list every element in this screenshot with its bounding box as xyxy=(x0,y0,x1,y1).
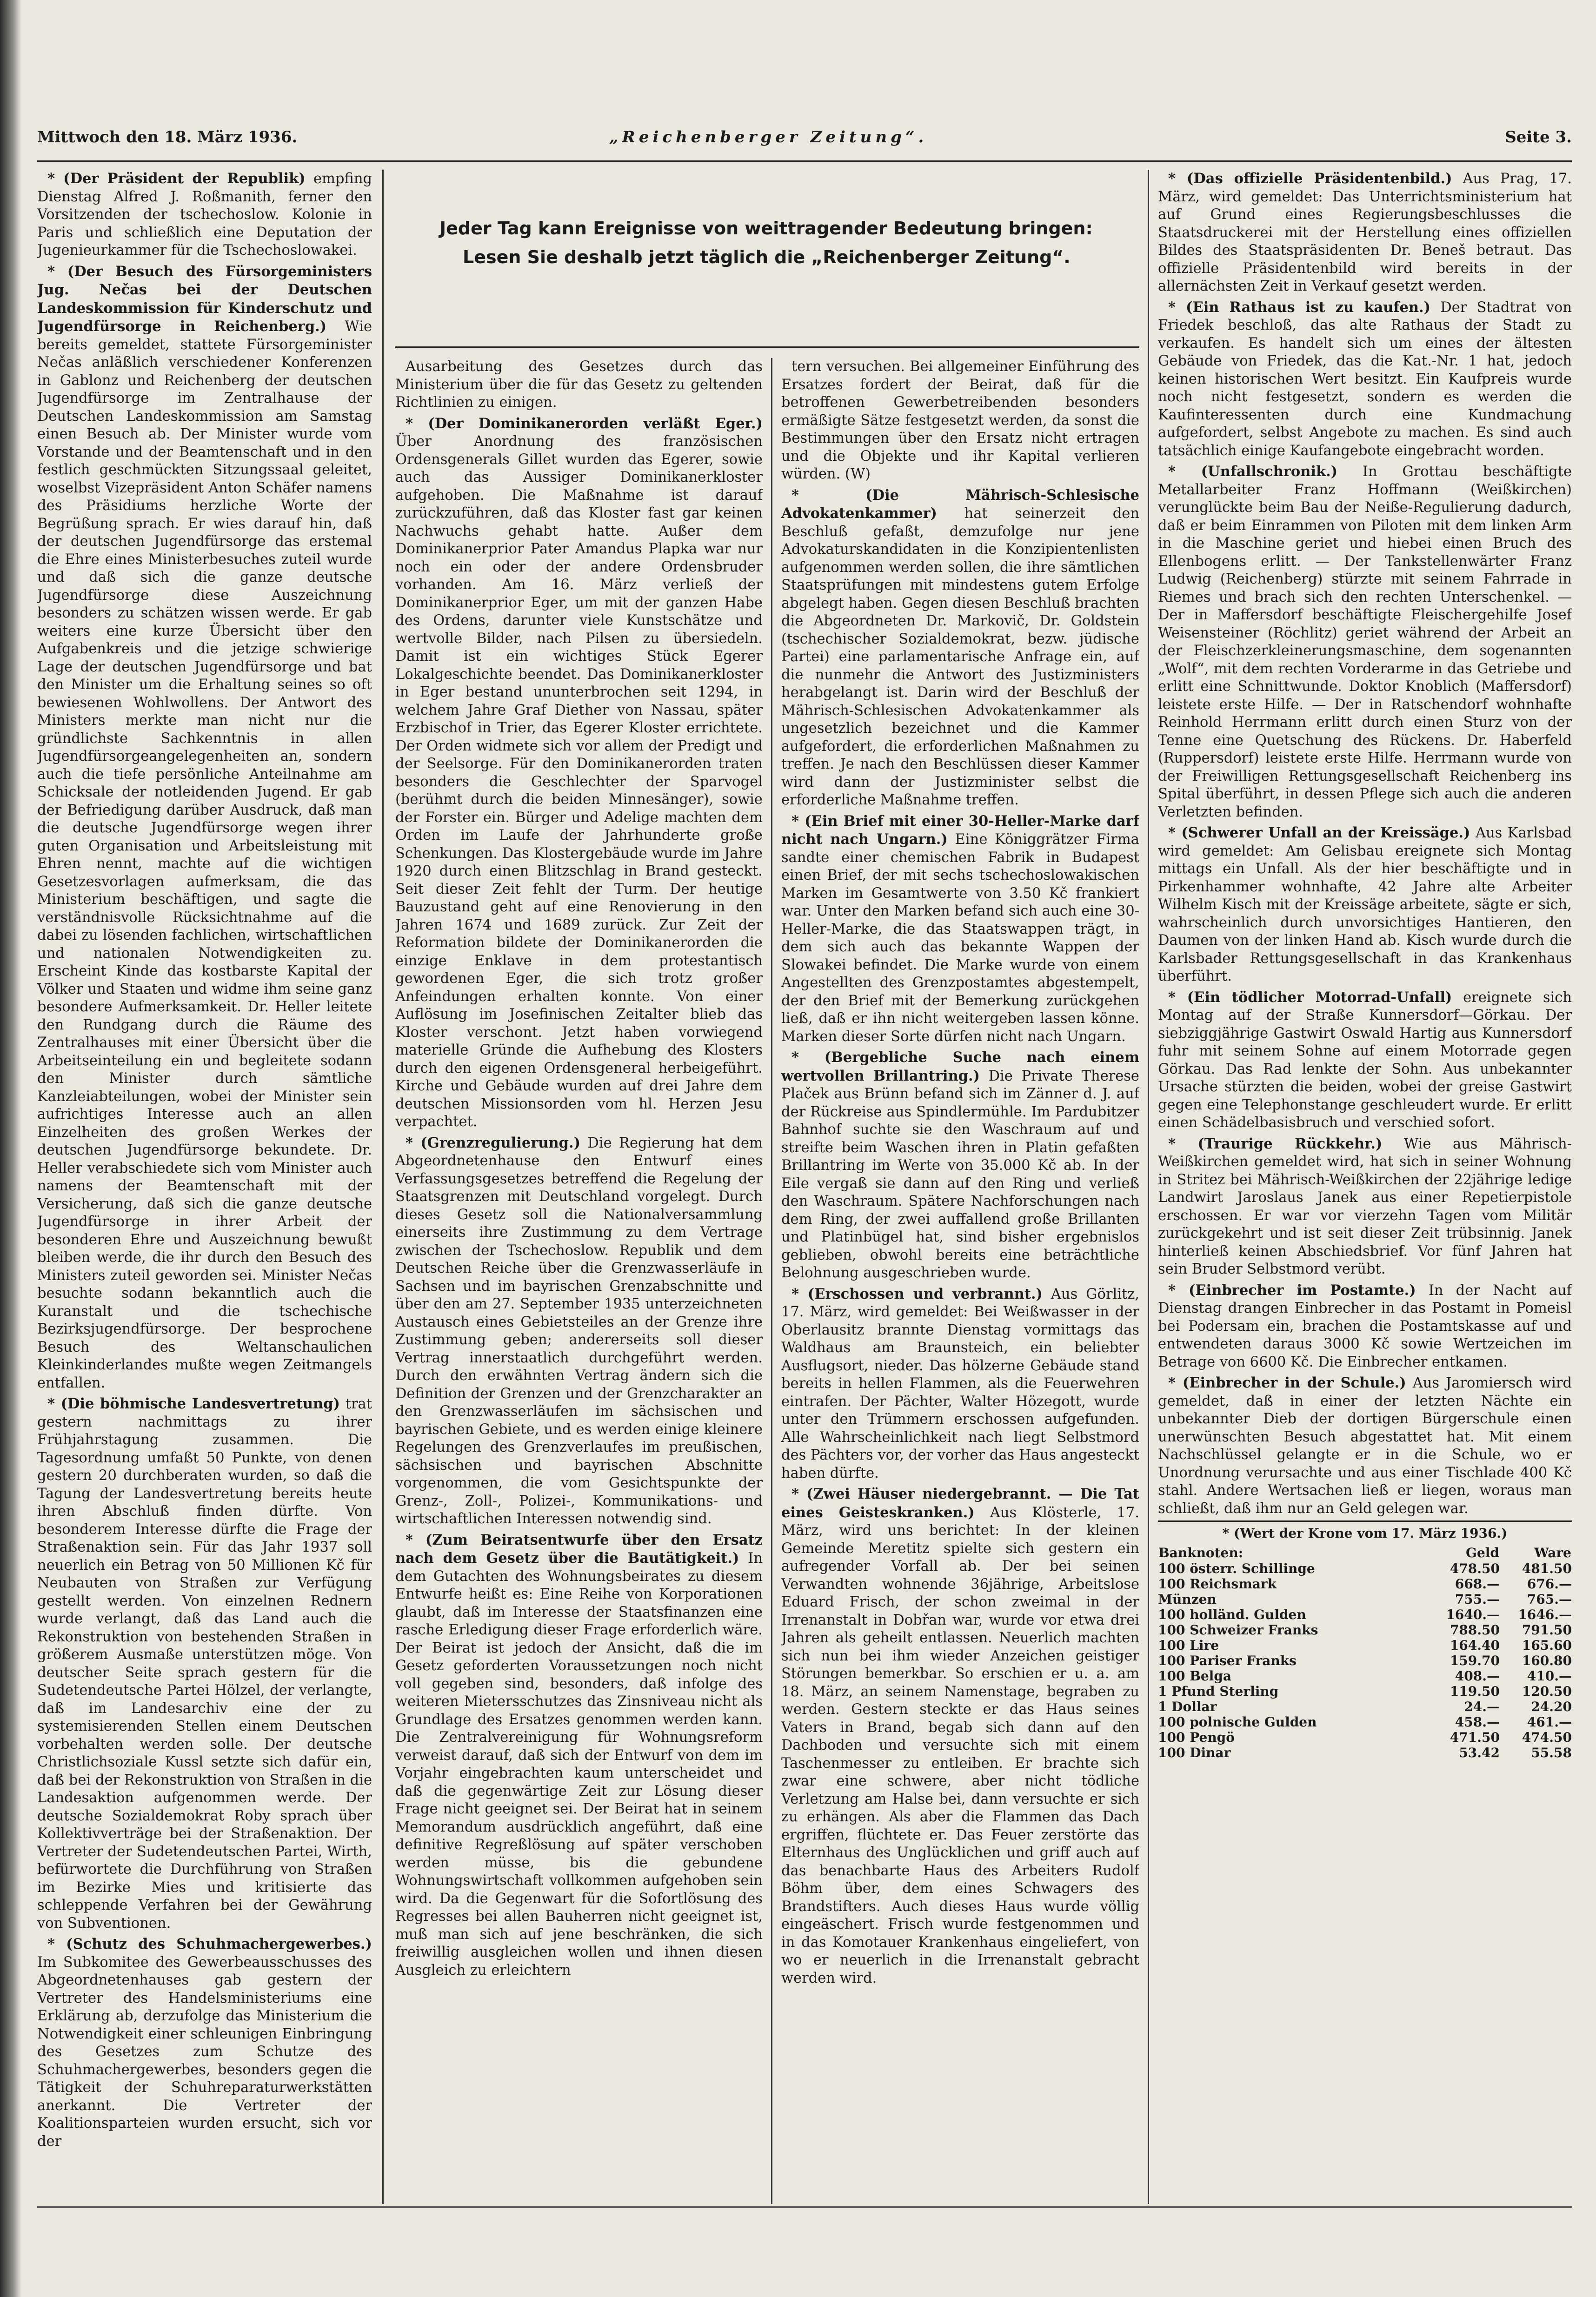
header-ware: Ware xyxy=(1534,1545,1571,1560)
rate-ware: 461.— xyxy=(1527,1714,1572,1730)
article-headline: * (Zwei Häuser niedergebrannt. — Die Tat eines Geisteskranken.) xyxy=(781,1486,1139,1521)
article-body: Der Stadtrat von Friedek beschloß, das alte Rathaus der Stadt zu verkaufen. Es handelt sich um eines der ältesten Gebäude von Friedek, das die Kat.-Nr. 1 hat, jedoch keinen historischen Wert besitzt. Ein Kaufpreis wurde noch nicht festgesetzt, sondern es werden die Kaufinteressenten durch eine Kundmachung aufgefordert, selbst Angebote zu machen. Es sind auch tatsächlich einige Kaufangebote eingebracht worden. xyxy=(1158,299,1572,459)
article-body: Wie bereits gemeldet, stattete Fürsorgeminister Nečas anläßlich verschiedener Konferenzen in Gablonz und Reichenberg der deutschen Jugendfürsorge im Zentralhause der Deutschen Landeskommission am Samstag einen Besuch ab. Der Minister wurde vom Vorstande und der Beamtenschaft und in den festlich geschmückten Sitzungssaal geleitet, woselbst Vizepräsident Anton Schäfer namens des Präsidiums herzliche Worte der Begrüßung sprach. Er wies darauf hin, daß der deutschen Jugendfürsorge das erstemal die Ehre eines Ministerbesuches zuteil wurde und daß sich die ganze deutsche Jugendfürsorge diese Auszeichnung besonders zu schätzen wissen werde. Er gab weiters eine kurze Übersicht über den Aufgabenkreis und die jetzige schwierige Lage der deutschen Jugendfürsorge und bat den Minister um die Erhaltung seines so oft bewiesenen Wohlwollens. Der Antwort des Ministers merkte man nicht nur die gründlichste Sachkenntnis in allen Jugendfürsorgeangelegenheiten an, sondern auch die tiefe persönliche Anteilnahme am Schicksale der notleidenden Jugend. Er gab der Befriedigung darüber Ausdruck, daß man die deutsche Jugendfürsorge wegen ihrer guten Organisation und Arbeitsleistung mit Ehren nennt, machte auf die wichtigen Gesetzesvorlagen aufmerksam, die das Ministerium beschäftigen, und sagte die verständnisvolle Rücksichtnahme auf die dabei zu lösenden fachlichen, wirtschaftlichen und nationalen Notwendigkeiten zu. Erscheint Kinde das kostbarste Kapital der Völker und Staaten und widme ihm seine ganz besondere Aufmerksamkeit. Dr. Heller leitete den Rundgang durch die Räume des Zentralhauses mit einer Übersicht über die Arbeitseinteilung ein und begleitete sodann den Minister durch sämtliche Kanzleiabteilungen, wobei der Minister sein aufrichtiges Interesse auch an allen Einzelheiten des großen Werkes der deutschen Jugendfürsorge bekundete. Dr. Heller verabschiedete sich vom Minister auch namens der Beamtenschaft mit der Versicherung, daß sich die ganze deutsche Jugendfürsorge in ihrer Arbeit der besonderen Ehre und Auszeichnung bewußt bleiben werde, die ihr durch den Besuch des Ministers zuteil geworden sei. Minister Nečas besuchte sodann bekanntlich auch die Kuranstalt und die tschechische Bezirksjugendfürsorge. Der besprochene Besuch des Weltanschaulichen Kleinkinderlandes mußte wegen Zeitmangels entfallen. xyxy=(37,319,372,1391)
rate-ware: 410.— xyxy=(1527,1668,1572,1684)
article-headline: * (Bergebliche Suche nach einem wertvollen Brillantring.) xyxy=(781,1049,1139,1084)
binding-shadow xyxy=(0,0,21,2297)
article-body: Die Private Therese Plaček aus Brünn befand sich im Zänner d. J. auf der Rückreise aus Spindlermühle. Im Pardubitzer Bahnhof suchte sie den Waschraum auf und streifte beim Waschen ihren in Platin gefaßten Brillantring im Werte von 35.000 Kč ab. In der Eile vergaß sie dann auf den Ring und verließ den Waschraum. Spätere Nachforschungen nach dem Ring, der zwei auffallend große Brillanten und Platinbügel hat, sind bisher ergebnislos geblieben, obwohl bereits eine beträchtliche Belohnung ausgeschrieben wurde. xyxy=(781,1068,1139,1281)
article xyxy=(781,358,1139,484)
page-number: Seite 3. xyxy=(1505,128,1572,146)
rate-geld: 408.— xyxy=(1455,1668,1500,1684)
article-body: Aus Karlsbad wird gemeldet: Am Gelisbau ereignete sich Montag mittags ein Unfall. Als der hier beschäftigte und in Pirkenhammer wohnhafte, 42 Jahre alte Arbeiter Wilhelm Kisch mit der Kreissäge arbeitete, sägte er sich, wahrscheinlich durch unvorsichtiges Hantieren, den Daumen von der linken Hand ab. Kisch wurde durch die Karlsbader Rettungsgesellschaft in das Krankenhaus überführt. xyxy=(1158,825,1572,984)
article-headline: * (Unfallschronik.) xyxy=(1168,463,1338,480)
exchange-rate-row xyxy=(1158,1745,1572,1760)
article-headline: * (Schutz des Schuhmachergewerbes.) xyxy=(47,1936,372,1952)
exchange-rate-row xyxy=(1158,1561,1572,1576)
article-headline: * (Der Besuch des Fürsorgeministers Jug. Nečas bei der Deutschen Landeskommission für Kinderschutz und Jugendfürsorge in Reichenberg.) xyxy=(37,263,372,335)
rate-ware: 791.50 xyxy=(1522,1622,1572,1638)
rate-geld: 458.— xyxy=(1455,1714,1500,1730)
rate-geld: 1640.— xyxy=(1446,1607,1500,1622)
column-divider xyxy=(771,358,772,2204)
article xyxy=(781,812,1139,1046)
rate-ware: 55.58 xyxy=(1531,1745,1572,1760)
currency-label: 100 Dinar xyxy=(1158,1745,1231,1760)
article xyxy=(1158,1281,1572,1372)
article-headline: * (Zum Beiratsentwurfe über den Ersatz nach dem Gesetz über die Bautätigkeit.) xyxy=(395,1531,763,1567)
article-headline: * (Grenzregulierung.) xyxy=(406,1134,581,1151)
rate-ware: 765.— xyxy=(1527,1591,1572,1607)
banner-rule xyxy=(395,346,1139,348)
currency-label: 100 holländ. Gulden xyxy=(1158,1607,1306,1622)
article xyxy=(395,1134,763,1528)
article xyxy=(395,415,763,1131)
column-1 xyxy=(37,170,372,2204)
article xyxy=(1158,299,1572,460)
rate-geld: 53.42 xyxy=(1459,1745,1500,1760)
article-body: Im Subkomitee des Gewerbeausschusses des Abgeordnetenhauses gab gestern der Vertreter des Handelsministeriums eine Erklärung ab, derzufolge das Ministerium die Notwendigkeit einer schleunigen Einbringung des Gesetzes zum Schutze des Schuhmachergewerbes, besonders gegen die Tätigkeit der Schuhreparaturwerkstätten anerkannt. Die Vertreter der Koalitionsparteien wurden ersucht, sich vor der xyxy=(37,1954,372,2150)
article-body: In der Nacht auf Dienstag drangen Einbrecher in das Postamt in Pomeisl bei Podersam ein, brachen die Postamtskasse auf und entwendeten daraus 3000 Kč sowie Wertzeichen im Betrage von 6600 Kč. Die Einbrecher entkamen. xyxy=(1158,1282,1572,1370)
exchange-rate-row xyxy=(1158,1714,1572,1730)
exchange-rate-row xyxy=(1158,1730,1572,1745)
article xyxy=(1158,824,1572,986)
article-headline: * (Der Präsident der Republik) xyxy=(47,170,306,187)
article-headline: * (Ein tödlicher Motorrad-Unfall) xyxy=(1168,989,1452,1006)
article-body: Aus Görlitz, 17. März, wird gemeldet: Bei Weißwasser in der Oberlausitz brannte Dienstag vormittags das Waldhaus am Braunsteich, ein beliebter Ausflugsort, nieder. Das hölzerne Gebäude stand bereits in hellen Flammen, als die Feuerwehren eintrafen. Der Pächter, Walter Hözegott, wurde unter den Trümmern erschossen aufgefunden. Alle Wahrscheinlichkeit nach liegt Selbstmord des Pächters vor, der vorher das Haus angesteckt haben dürfte. xyxy=(781,1286,1139,1481)
column-divider xyxy=(1148,170,1149,2204)
currency-label: Münzen xyxy=(1158,1591,1217,1607)
article xyxy=(395,1531,763,1980)
rate-geld: 478.50 xyxy=(1450,1560,1500,1576)
column-3 xyxy=(781,358,1139,2204)
rate-geld: 755.— xyxy=(1455,1591,1500,1607)
article-body: Ausarbeitung des Gesetzes durch das Ministerium über die für das Gesetz zu geltenden Richtlinien zu einigen. xyxy=(395,358,763,411)
exchange-rate-row xyxy=(1158,1699,1572,1714)
article-body: empfing Dienstag Alfred J. Roßmanith, ferner den Vorsitzenden der tschechoslow. Kolonie in Paris und schließlich eine Deputation der Jugenieurkammer für die Tschechoslowakei. xyxy=(37,171,372,259)
exchange-rate-table xyxy=(1158,1545,1572,1760)
rate-ware: 165.60 xyxy=(1522,1637,1572,1653)
article xyxy=(781,1285,1139,1483)
rate-ware: 24.20 xyxy=(1531,1699,1572,1714)
article-headline: * (Einbrecher in der Schule.) xyxy=(1168,1374,1406,1391)
article-body: Aus Klösterle, 17. März, wird uns berichtet: In der kleinen Gemeinde Meretitz spielte sich gestern ein aufregender Vorfall ab. Der bei seinen Verwandten wohnende 36jährige, Arbeitslose Eduard Frisch, der schon zweimal in der Irrenanstalt in Dobřan war, wurde vor etwa drei Jahren als geheilt entlassen. Neuerlich machten sich nun bei ihm wieder Anzeichen geistiger Störungen bemerkbar. So erschien er u. a. am 18. März, an seinem Namenstage, begraben zu werden. Gestern steckte er das Haus seines Vaters in Brand, begab sich dann auf den Dachboden und versuchte sich mit einem Taschenmesser zu entleiben. Er brachte sich zwar eine schwere, aber nicht tödliche Verletzung am Halse bei, dann versuchte er sich zu erhängen. Als aber die Flammen das Dach ergriffen, flüchtete er. Das Feuer zerstörte das Elternhaus des Unglücklichen und griff auch auf das benachbarte Haus des Arbeiters Rudolf Böhm über, dem eines Schwagers des Brandstifters. Auch dieses Haus wurde völlig eingeäschert. Frisch wurde festgenommen und in das Komotauer Krankenhaus eingeliefert, von wo er neuerlich in die Irrenanstalt gebracht werden wird. xyxy=(781,1504,1139,1986)
rate-geld: 471.50 xyxy=(1450,1729,1500,1745)
currency-label: 100 Reichsmark xyxy=(1158,1576,1277,1592)
column-4 xyxy=(1158,170,1572,2204)
currency-label: 100 Belga xyxy=(1158,1668,1232,1684)
article-body: Aus Jaromiersch wird gemeldet, daß in einer der letzten Nächte ein unbekannter Dieb der dortigen Bürgerschule einen unerwünschten Besuch abgestattet hat. Mit einem Nachschlüssel gelangte er in die Schule, wo er Unordnung verursachte und aus einer Tischlade 400 Kč stahl. Andere Wertsachen ließ er liegen, woraus man schließt, daß ihm nur an Geld gelegen war. xyxy=(1158,1375,1572,1517)
article-headline: * (Ein Brief mit einer 30-Heller-Marke darf nicht nach Ungarn.) xyxy=(781,812,1139,848)
rate-ware: 481.50 xyxy=(1522,1560,1572,1576)
article xyxy=(781,1485,1139,1987)
column-4-articles xyxy=(1158,170,1572,1518)
header-banknoten: Banknoten: xyxy=(1158,1545,1244,1560)
article-body: trat gestern nachmittags zu ihrer Frühjahrstagung zusammen. Die Tagesordnung umfaßt 50 Punkte, von denen gestern 20 durchberaten wurden, so daß die Tagung der Landesvertretung bereits heute ihren Abschluß finden dürfte. Von besonderem Interesse dürfte die Frage der Straßenaktion sein. Für das Jahr 1937 soll neuerlich ein Betrag von 50 Millionen Kč für Neubauten von Straßen zur Verfügung gestellt werden. Von einzelnen Rednern wurde verlangt, daß das Land auch die Rekonstruktion von bestehenden Straßen in größerem Ausmaße unterstützen möge. Von deutscher Seite sprach gestern für die Sudetendeutsche Partei Hölzel, der verlangte, daß im Landesarchiv eine der zu systemisierenden Stellen einem Deutschen vorbehalten werden solle. Der deutsche Christlichsoziale Kussl setzte sich dafür ein, daß bei der Rekonstruktion von Straßen in die Landesaktion aufgenommen werde. Der deutsche Sozialdemokrat Roby sprach über Kollektivverträge bei der Straßenaktion. Der Vertreter der Sudetendeutschen Partei, Wirth, befürwortete die Durchführung von Straßen im Bezirke Mies und kritisierte das schleppende Verfahren bei der Gewährung von Subventionen. xyxy=(37,1396,372,1932)
rate-ware: 120.50 xyxy=(1522,1683,1572,1699)
column-divider xyxy=(382,170,384,2204)
article-body: ereignete sich Montag auf der Straße Kunnersdorf—Görkau. Der siebziggjährige Gastwirt Oswald Hartig aus Kunnersdorf fuhr mit seinem Sohne auf einem Motorrade gegen Görkau. Das Rad lenkte der Sohn. Aus unbekannter Ursache stürzten die beiden, wobei der greise Gastwirt gegen eine Telephonstange geschleudert wurde. Er erlitt einen Schädelbasisbruch und verschied sofort. xyxy=(1158,989,1572,1131)
page-bottom-rule xyxy=(37,2206,1572,2208)
exchange-rate-row xyxy=(1158,1653,1572,1668)
rate-ware: 474.50 xyxy=(1522,1729,1572,1745)
currency-label: 100 Pariser Franks xyxy=(1158,1653,1297,1668)
rate-ware: 160.80 xyxy=(1522,1653,1572,1668)
currency-label: 100 Schweizer Franks xyxy=(1158,1622,1318,1638)
exchange-rate-row xyxy=(1158,1576,1572,1592)
rate-geld: 788.50 xyxy=(1450,1622,1500,1638)
exchange-rate-row xyxy=(1158,1684,1572,1699)
currency-label: 100 Lire xyxy=(1158,1637,1219,1653)
article-headline: * (Schwerer Unfall an der Kreissäge.) xyxy=(1168,824,1470,841)
rate-ware: 1646.— xyxy=(1518,1607,1572,1622)
exchange-rate-header xyxy=(1158,1545,1572,1561)
article-headline: * (Erschossen und verbrannt.) xyxy=(791,1285,1043,1302)
header-rule xyxy=(37,160,1572,162)
paper-title: „Reichenberger Zeitung“. xyxy=(609,128,928,146)
article-body: In dem Gutachten des Wohnungsbeirates zu diesem Entwurfe heißt es: Eine Reihe von Korporationen glaubt, daß im Interesse der Staatsfinanzen eine rasche Erledigung dieser Frage erforderlich wäre. Der Beirat ist jedoch der Ansicht, daß die im Gesetz geforderten Voraussetzungen noch nicht voll gegeben sind, besonders, daß infolge des weiteren Mietersschutzes das Zinsniveau nicht als Grundlage des Ersatzes genommen werden kann. Die Zentralvereinigung für Wohnungsreform verweist darauf, daß sich der Entwurf von dem im Vorjahr eingebrachten kaum unterscheidet und daß die gegenwärtige Zeit zur Lösung dieser Frage nicht geeignet sei. Der Beirat hat in seinem Memorandum ausdrücklich angeführt, daß eine definitive Regreßlösung auf später verschoben werden müsse, bis die gebundene Wohnungswirtschaft vollkommen aufgehoben sein wird. Da die Gegenwart für die Sofortlösung des Regresses bei allen Bauherren nicht geeignet ist, muß man sich auf jene beschränken, die sich freiwillig ausgleichen wollen und ihnen diesen Ausgleich zu erleichtern xyxy=(395,1550,763,1978)
issue-date: Mittwoch den 18. März 1936. xyxy=(37,128,298,146)
exchange-rate-row xyxy=(1158,1592,1572,1607)
article xyxy=(1158,1374,1572,1518)
article-body: Über Anordnung des französischen Ordensgenerals Gillet wurden das Egerer, sowie auch das Aussiger Dominikanerkloster aufgehoben. Die Maßnahme ist darauf zurückzuführen, daß das Kloster fast gar keinen Nachwuchs gehabt hatte. Außer dem Dominikanerprior Pater Amandus Plapka war nur noch ein oder der andere Ordensbruder vorhanden. Am 16. März verließ der Dominikanerprior Eger, um mit der ganzen Habe des Ordens, darunter viele Kunstschätze und wertvolle Bilder, nach Pilsen zu übersiedeln. Damit ist ein wichtiges Stück Egerer Lokalgeschichte beendet. Das Dominikanerkloster in Eger bestand ununterbrochen seit 1294, in welchem Jahre Graf Diether von Nassau, später Erzbischof in Trier, das Egerer Kloster errichtete. Der Orden widmete sich vor allem der Predigt und der Seelsorge. Für den Dominikanerorden traten besonders die Geschlechter der Sparvogel (berühmt durch die beiden Minnesänger), sowie der Forster ein. Bürger und Adelige machten dem Orden im Laufe der Jahrhunderte große Schenkungen. Das Klostergebäude wurde im Jahre 1920 durch einen Blitzschlag in Brand gesteckt. Seit dieser Zeit fehlt der Turm. Der heutige Bauzustand geht auf eine Renovierung in den Jahren 1674 und 1689 zurück. Zur Zeit der Reformation bildete der Dominikanerorden die einzige Enklave in dem protestantisch gewordenen Eger, die sich trotz großer Anfeindungen erhalten konnte. Von einer Auflösung im Josefinischen Zeitalter blieb das Kloster verschont. Jetzt haben vorwiegend materielle Gründe die Aufhebung des Klosters durch den eigenen Ordensgeneral herbeigeführt. Kirche und Gebäude wurden auf drei Jahre dem deutschen Missionsorden vom hl. Herzen Jesu verpachtet. xyxy=(395,433,763,1130)
header-geld: Geld xyxy=(1466,1545,1499,1560)
article xyxy=(1158,170,1572,296)
article-body: Eine Königgrätzer Firma sandte einer chemischen Fabrik in Budapest einen Brief, der mit sechs tschechoslowakischen Marken im Gesamtwerte von 3.50 Kč frankiert war. Unter den Marken befand sich auch eine 30-Heller-Marke, die das Staatswappen trägt, in dem sich auch das bekannte Wappen der Slowakei befindet. Die Marke wurde von einem Angestellten des Grenzpostamtes abgestempelt, der den Brief mit der Bemerkung zurückgehen ließ, daß er ihn nicht weitergeben lassen könne. Marken dieser Sorte dürfen nicht nach Ungarn. xyxy=(781,831,1139,1045)
article-body: hat seinerzeit den Beschluß gefaßt, demzufolge nur jene Advokaturskandidaten in die Konzipientenlisten aufgenommen werden sollen, die ihre sämtlichen Staatsprüfungen mit mindestens gutem Erfolge abgelegt haben. Gegen diesen Beschluß brachten die Abgeordneten Dr. Markovič, Dr. Goldstein (tschechischer Sozialdemokrat, bezw. jüdische Partei) eine parlamentarische Anfrage ein, auf die nunmehr die Antwort des Justizministers herabgelangt ist. Darin wird der Beschluß der Mährisch-Schlesischen Advokatenkammer als ungesetzlich bezeichnet und die Kammer aufgefordert, die erforderlichen Maßnahmen zu treffen. Je nach den Beschlüssen dieser Kammer wird dann der Justizminister selbst die erforderliche Maßnahme treffen. xyxy=(781,505,1139,808)
article xyxy=(1158,989,1572,1132)
rate-geld: 24.— xyxy=(1464,1699,1500,1714)
article xyxy=(37,1935,372,2151)
currency-label: 1 Dollar xyxy=(1158,1699,1217,1714)
article-headline: * (Das offizielle Präsidentenbild.) xyxy=(1168,170,1452,187)
exchange-rate-row xyxy=(1158,1607,1572,1622)
article-body: Aus Prag, 17. März, wird gemeldet: Das Unterrichtsministerium hat auf Grund eines Regierungsbeschlusses die Staatsdruckerei mit der Herstellung eines offiziellen Bildes des Staatspräsidenten Dr. Beneš betraut. Das offizielle Präsidentenbild wird bereits in der allernächsten Zeit in Verkauf gesetzt werden. xyxy=(1158,171,1572,294)
promo-banner xyxy=(421,214,1118,307)
currency-label: 100 polnische Gulden xyxy=(1158,1714,1317,1730)
exchange-rate-title: * (Wert der Krone vom 17. März 1936.) xyxy=(1158,1520,1572,1543)
exchange-rate-row xyxy=(1158,1622,1572,1638)
article-headline: * (Traurige Rückkehr.) xyxy=(1168,1135,1383,1152)
article-headline: * (Ein Rathaus ist zu kaufen.) xyxy=(1168,299,1431,316)
article xyxy=(1158,1135,1572,1279)
article xyxy=(37,1395,372,1932)
rate-geld: 119.50 xyxy=(1450,1683,1500,1699)
article-body: Die Regierung hat dem Abgeordnetenhause den Entwurf eines Verfassungsgesetzes betreffend die Regelung der Staatsgrenzen mit Deutschland vorgelegt. Durch dieses Gesetz soll die Nationalversammlung einerseits ihre Zustimmung zu dem Vertrage zwischen der Tschechoslow. Republik und dem Deutschen Reiche über die Grenzwasserläufe in Sachsen und im bayrischen Grenzabschnitte und über den am 27. September 1935 unterzeichneten Austausch eines Gebietsteiles an der Grenze ihre Zustimmung geben; andererseits soll dieser Vertrag innerstaatlich durchgeführt werden. Durch den erwähnten Vertrag ändern sich die Definition der Grenzen und der Grenzcharakter an den Grenzwasserläufen im sächsischen und bayrischen Gebiete, und es werden einige kleinere Regelungen des Grenzverlaufes im preußischen, sächsischen und bayrischen Abschnitte vorgenommen, die vom Gesichtspunkte der Grenz-, Zoll-, Polizei-, Kommunikations- und wirtschaftlichen Interessen notwendig sind. xyxy=(395,1135,763,1527)
exchange-rate-row xyxy=(1158,1638,1572,1653)
article xyxy=(395,358,763,412)
article xyxy=(37,263,372,1393)
article xyxy=(781,486,1139,810)
column-2 xyxy=(395,358,763,2204)
article xyxy=(1158,463,1572,821)
article-headline: * (Die Mährisch-Schlesische Advokatenkammer) xyxy=(781,486,1139,522)
exchange-rate-row xyxy=(1158,1668,1572,1684)
article-headline: * (Einbrecher im Postamte.) xyxy=(1168,1281,1416,1299)
article-headline: * (Die böhmische Landesvertretung) xyxy=(47,1395,340,1412)
article xyxy=(37,170,372,260)
currency-label: 100 Pengö xyxy=(1158,1729,1235,1745)
banner-line-1: Jeder Tag kann Ereignisse von weittragender Bedeutung bringen: xyxy=(439,218,1093,239)
rate-geld: 164.40 xyxy=(1450,1637,1500,1653)
article-body: In Grottau beschäftigte Metallarbeiter Franz Hoffmann (Weißkirchen) verunglückte beim Bau der Neiße-Regulierung dadurch, daß er beim Einrammen von Piloten mit dem linken Arm in die Maschine geriet und hiebei einen Bruch des Ellenbogens erlitt. — Der Tankstellenwärter Franz Ludwig (Reichenberg) stürzte mit seinem Fahrrade in Riemes und brach sich den rechten Unterschenkel. — Der in Maffersdorf beschäftigte Fleischergehilfe Josef Weisensteiner (Röchlitz) geriet während der Arbeit an der Fleischzerkleinerungsmaschine, dem sogenannten „Wolf“, mit dem rechten Vorderarme in das Getriebe und erlitt eine Schnittwunde. Doktor Knoblich (Maffersdorf) leistete erste Hilfe. — Der in Ratschendorf wohnhafte Reinhold Herrmann erlitt durch einen Sturz von der Tenne eine Quetschung des Rückens. Dr. Haberfeld (Ruppersdorf) leistete erste Hilfe. Herrmann wurde von der Freiwilligen Rettungsgesellschaft Reichenberg ins Spital überführt, in dessen Pflege sich auch die anderen Verletzten befinden. xyxy=(1158,464,1572,820)
page-header xyxy=(37,128,1572,156)
article-headline: * (Der Dominikanerorden verläßt Eger.) xyxy=(406,415,763,432)
article xyxy=(781,1049,1139,1282)
article-body: tern versuchen. Bei allgemeiner Einführung des Ersatzes fordert der Beirat, daß für die betroffenen Gewerbetreibenden besonders ermäßigte Sätze festgesetzt werden, da sonst die Bestimmungen über den Ersatz nicht ertragen und die Objekte und ihr Kapital verlieren würden. (W) xyxy=(781,358,1139,482)
banner-line-2: Lesen Sie deshalb jetzt täglich die „Reichenberger Zeitung“. xyxy=(463,247,1071,267)
article-body: Wie aus Mährisch-Weißkirchen gemeldet wird, hat sich in seiner Wohnung in Stritez bei Mährisch-Weißkirchen der 22jährige ledige Landwirt Jaroslaus Janek aus einer Repetierpistole erschossen. Er war vor vierzehn Tagen vom Militär zurückgekehrt und ist seit dieser Zeit trübsinnig. Janek hinterließ keinen Abschiedsbrief. Vor fünf Jahren hat sein Bruder Selbstmord verübt. xyxy=(1158,1135,1572,1277)
currency-label: 1 Pfund Sterling xyxy=(1158,1683,1279,1699)
rate-ware: 676.— xyxy=(1527,1576,1572,1592)
rate-geld: 159.70 xyxy=(1450,1653,1500,1668)
currency-label: 100 österr. Schillinge xyxy=(1158,1560,1315,1576)
rate-geld: 668.— xyxy=(1455,1576,1500,1592)
